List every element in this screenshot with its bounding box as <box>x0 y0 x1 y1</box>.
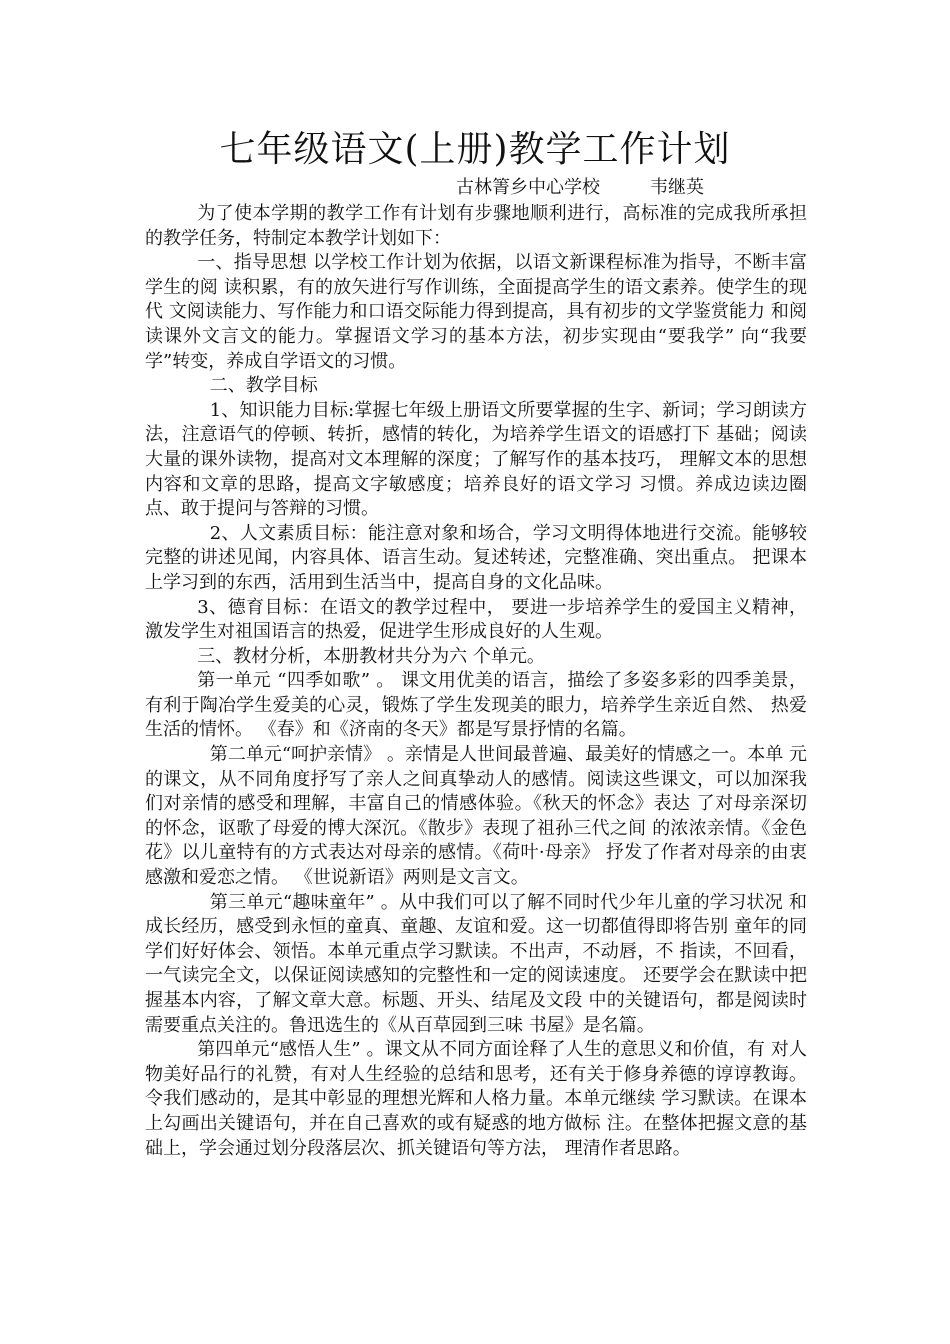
author-name: 韦继英 <box>650 177 704 198</box>
paragraph-unit-3: 第三单元“趣味童年” 。从中我们可以了解不同时代少年儿童的学习状况 和成长经历，感受到永恒的童真、童趣、友谊和爱。这一切都值得即将告别 童年的同学们好好体会、领悟。本单元重点学习默读。不出声，不动唇，不 指读，不回看，一气读完全文，以保证阅读感知的完整性和一定的阅读速度。 还要学会在默读中把握基本内容，了解文章大意。标题、开头、结尾及文段 中的关键语句，都是阅读时需要重点关注的。鲁迅选生的《从百草园到三味 书屋》是名篇。 <box>145 891 807 1036</box>
paragraph-goal-moral: 3、德育目标：在语文的教学过程中， 要进一步培养学生的爱国主义精神，激发学生对祖国语言的热爱，促进学生形成良好的人生观。 <box>145 596 807 643</box>
heading-teaching-goals: 二、教学目标 <box>209 375 318 397</box>
paragraph-guiding-thought: 一、指导思想 以学校工作计划为依据，以语文新课程标准为指导，不断丰富学生的阅 读积累，有的放矢进行写作训练，全面提高学生的语文素养。使学生的现代 文阅读能力、写作能力和口语交际能力得到提高，具有初步的文学鉴赏能力 和阅读课外文言文的能力。掌握语文学习的基本方法，初步实现由“要我学” 向“我要学”转变，养成自学语文的习惯。 <box>145 252 807 372</box>
paragraph-textbook-analysis: 三、教材分析，本册教材共分为六 个单元。 <box>197 645 545 667</box>
paragraph-unit-2: 第二单元“呵护亲情》 。亲情是人世间最普遍、最美好的情感之一。本单 元的课文，从不同角度抒写了亲人之间真挚动人的感情。阅读这些课文，可以加深我们对亲情的感受和理解，丰富自己的情感体验。《秋天的怀念》表达 了对母亲深切的怀念，讴歌了母爱的博大深沉。《散步》表现了祖孙三代之间 的浓浓亲情。《金色花》以儿童特有的方式表达对母亲的感情。《荷叶·母亲》 抒发了作者对母亲的由衷感激和爱恋之情。 《世说新语》两则是文言文。 <box>145 744 807 889</box>
document-title: 七年级语文(上册)教学工作计划 <box>219 129 731 170</box>
author-school: 古林箐乡中心学校 <box>456 177 600 198</box>
author-line <box>456 176 704 200</box>
paragraph-unit-4: 第四单元“感悟人生” 。课文从不同方面诠释了人生的意思义和价值，有 对人物美好品行的礼赞，有对人生经验的总结和思考，还有关于修身养德的谆谆教诲。令我们感动的，是其中彰显的理想光辉和人格力量。本单元继续 学习默读。在课本上勾画出关键语句，并在自己喜欢的或有疑惑的地方做标 注。在整体把握文意的基础上，学会通过划分段落层次、抓关键语句等方法， 理清作者思路。 <box>145 1039 807 1159</box>
paragraph-goal-humanities: 2、人文素质目标：能注意对象和场合，学习文明得体地进行交流。能够较完整的讲述见闻，内容具体、语言生动。复述转述，完整准确、突出重点。 把课本上学习到的东西，活用到生活当中，提高自身的文化品味。 <box>145 522 807 593</box>
paragraph-goal-knowledge: 1、知识能力目标:掌握七年级上册语文所要掌握的生字、新词；学习朗读方法，注意语气的停顿、转折，感情的转化，为培养学生语文的语感打下 基础；阅读大量的课外读物，提高对文本理解的深度；了解写作的基本技巧， 理解文本的思想内容和文章的思路，提高文字敏感度；培养良好的语文学习 习惯。养成边读边圈点、敢于提问与答辩的习惯。 <box>145 399 807 520</box>
document-body <box>145 202 807 1161</box>
paragraph-unit-1: 第一单元 “四季如歌” 。 课文用优美的语言，描绘了多姿多彩的四季美景， 有利于陶冶学生爱美的心灵，锻炼了学生发现美的眼力，培养学生亲近自然、 热爱生活的情怀。 《春》和《济南的冬天》都是写景抒情的名篇。 <box>145 670 807 741</box>
paragraph-intro: 为了使本学期的教学工作有计划有步骤地顺利进行，高标准的完成我所承担的教学任务，特制定本教学计划如下： <box>145 203 807 249</box>
